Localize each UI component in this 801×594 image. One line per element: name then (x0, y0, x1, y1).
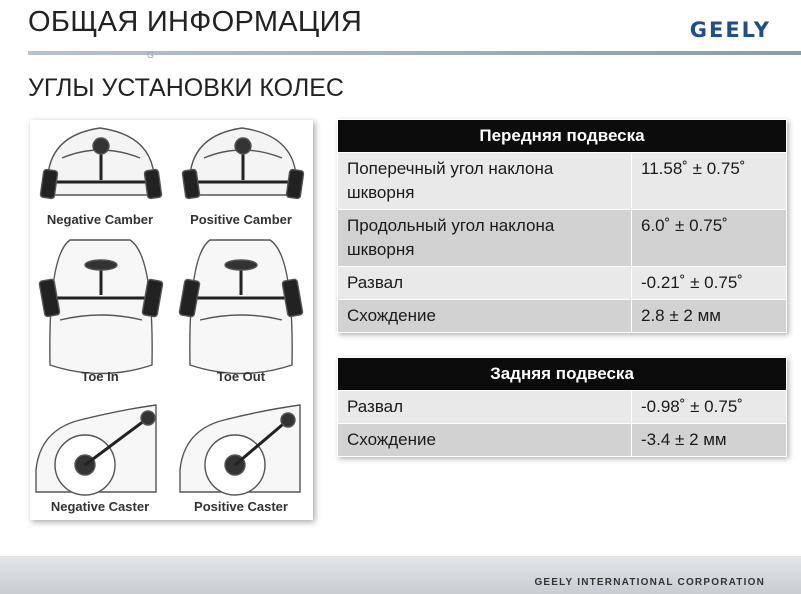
footer-company-name: GEELY INTERNATIONAL CORPORATION (534, 577, 765, 588)
param-cell: Схождение (338, 300, 632, 333)
positive-caster-label: Positive Caster (194, 499, 288, 514)
slide-title: ОБЩАЯ ИНФОРМАЦИЯ (28, 6, 363, 38)
wheel-alignment-illustration (30, 120, 313, 520)
toe-in-drawing (39, 240, 163, 374)
param-cell: Развал (338, 267, 632, 300)
negative-caster-label: Negative Caster (50, 499, 150, 514)
value-cell: 2.8 ± 2 мм (632, 300, 787, 333)
table-row (338, 210, 787, 267)
toe-in-label: Toe In (81, 369, 119, 384)
positive-camber-label: Positive Camber (190, 212, 292, 227)
divider-mark: G (147, 50, 155, 60)
toe-out-drawing (179, 240, 303, 374)
value-cell: -0.21˚ ± 0.75˚ (632, 267, 787, 300)
front-suspension-table (337, 119, 787, 333)
value-cell: 6.0˚ ± 0.75˚ (632, 210, 787, 267)
value-cell: -0.98˚ ± 0.75˚ (632, 391, 787, 424)
front-suspension-heading: Передняя подвеска (338, 120, 787, 153)
header-divider (28, 51, 801, 55)
geely-logo: GEELY (689, 18, 771, 42)
table-row (338, 267, 787, 300)
table-row (338, 300, 787, 333)
footer-bar (0, 556, 801, 594)
param-cell: Схождение (338, 424, 632, 457)
negative-camber-drawing (40, 128, 162, 199)
negative-caster-drawing (36, 405, 156, 495)
table-row (338, 391, 787, 424)
table-header-row (338, 120, 787, 153)
param-cell: Развал (338, 391, 632, 424)
negative-camber-label: Negative Camber (46, 212, 154, 227)
slide-subtitle: УГЛЫ УСТАНОВКИ КОЛЕС (28, 74, 344, 102)
value-cell: -3.4 ± 2 мм (632, 424, 787, 457)
positive-caster-drawing (180, 405, 300, 495)
value-cell: 11.58˚ ± 0.75˚ (632, 153, 787, 210)
table-row (338, 153, 787, 210)
toe-out-label: Toe Out (216, 369, 266, 384)
positive-camber-drawing (182, 128, 304, 199)
table-row (338, 424, 787, 457)
rear-suspension-heading: Задняя подвеска (338, 358, 787, 391)
param-cell: Поперечный угол наклона шкворня (338, 153, 632, 210)
rear-suspension-table (337, 357, 787, 457)
param-cell: Продольный угол наклона шкворня (338, 210, 632, 267)
table-header-row (338, 358, 787, 391)
